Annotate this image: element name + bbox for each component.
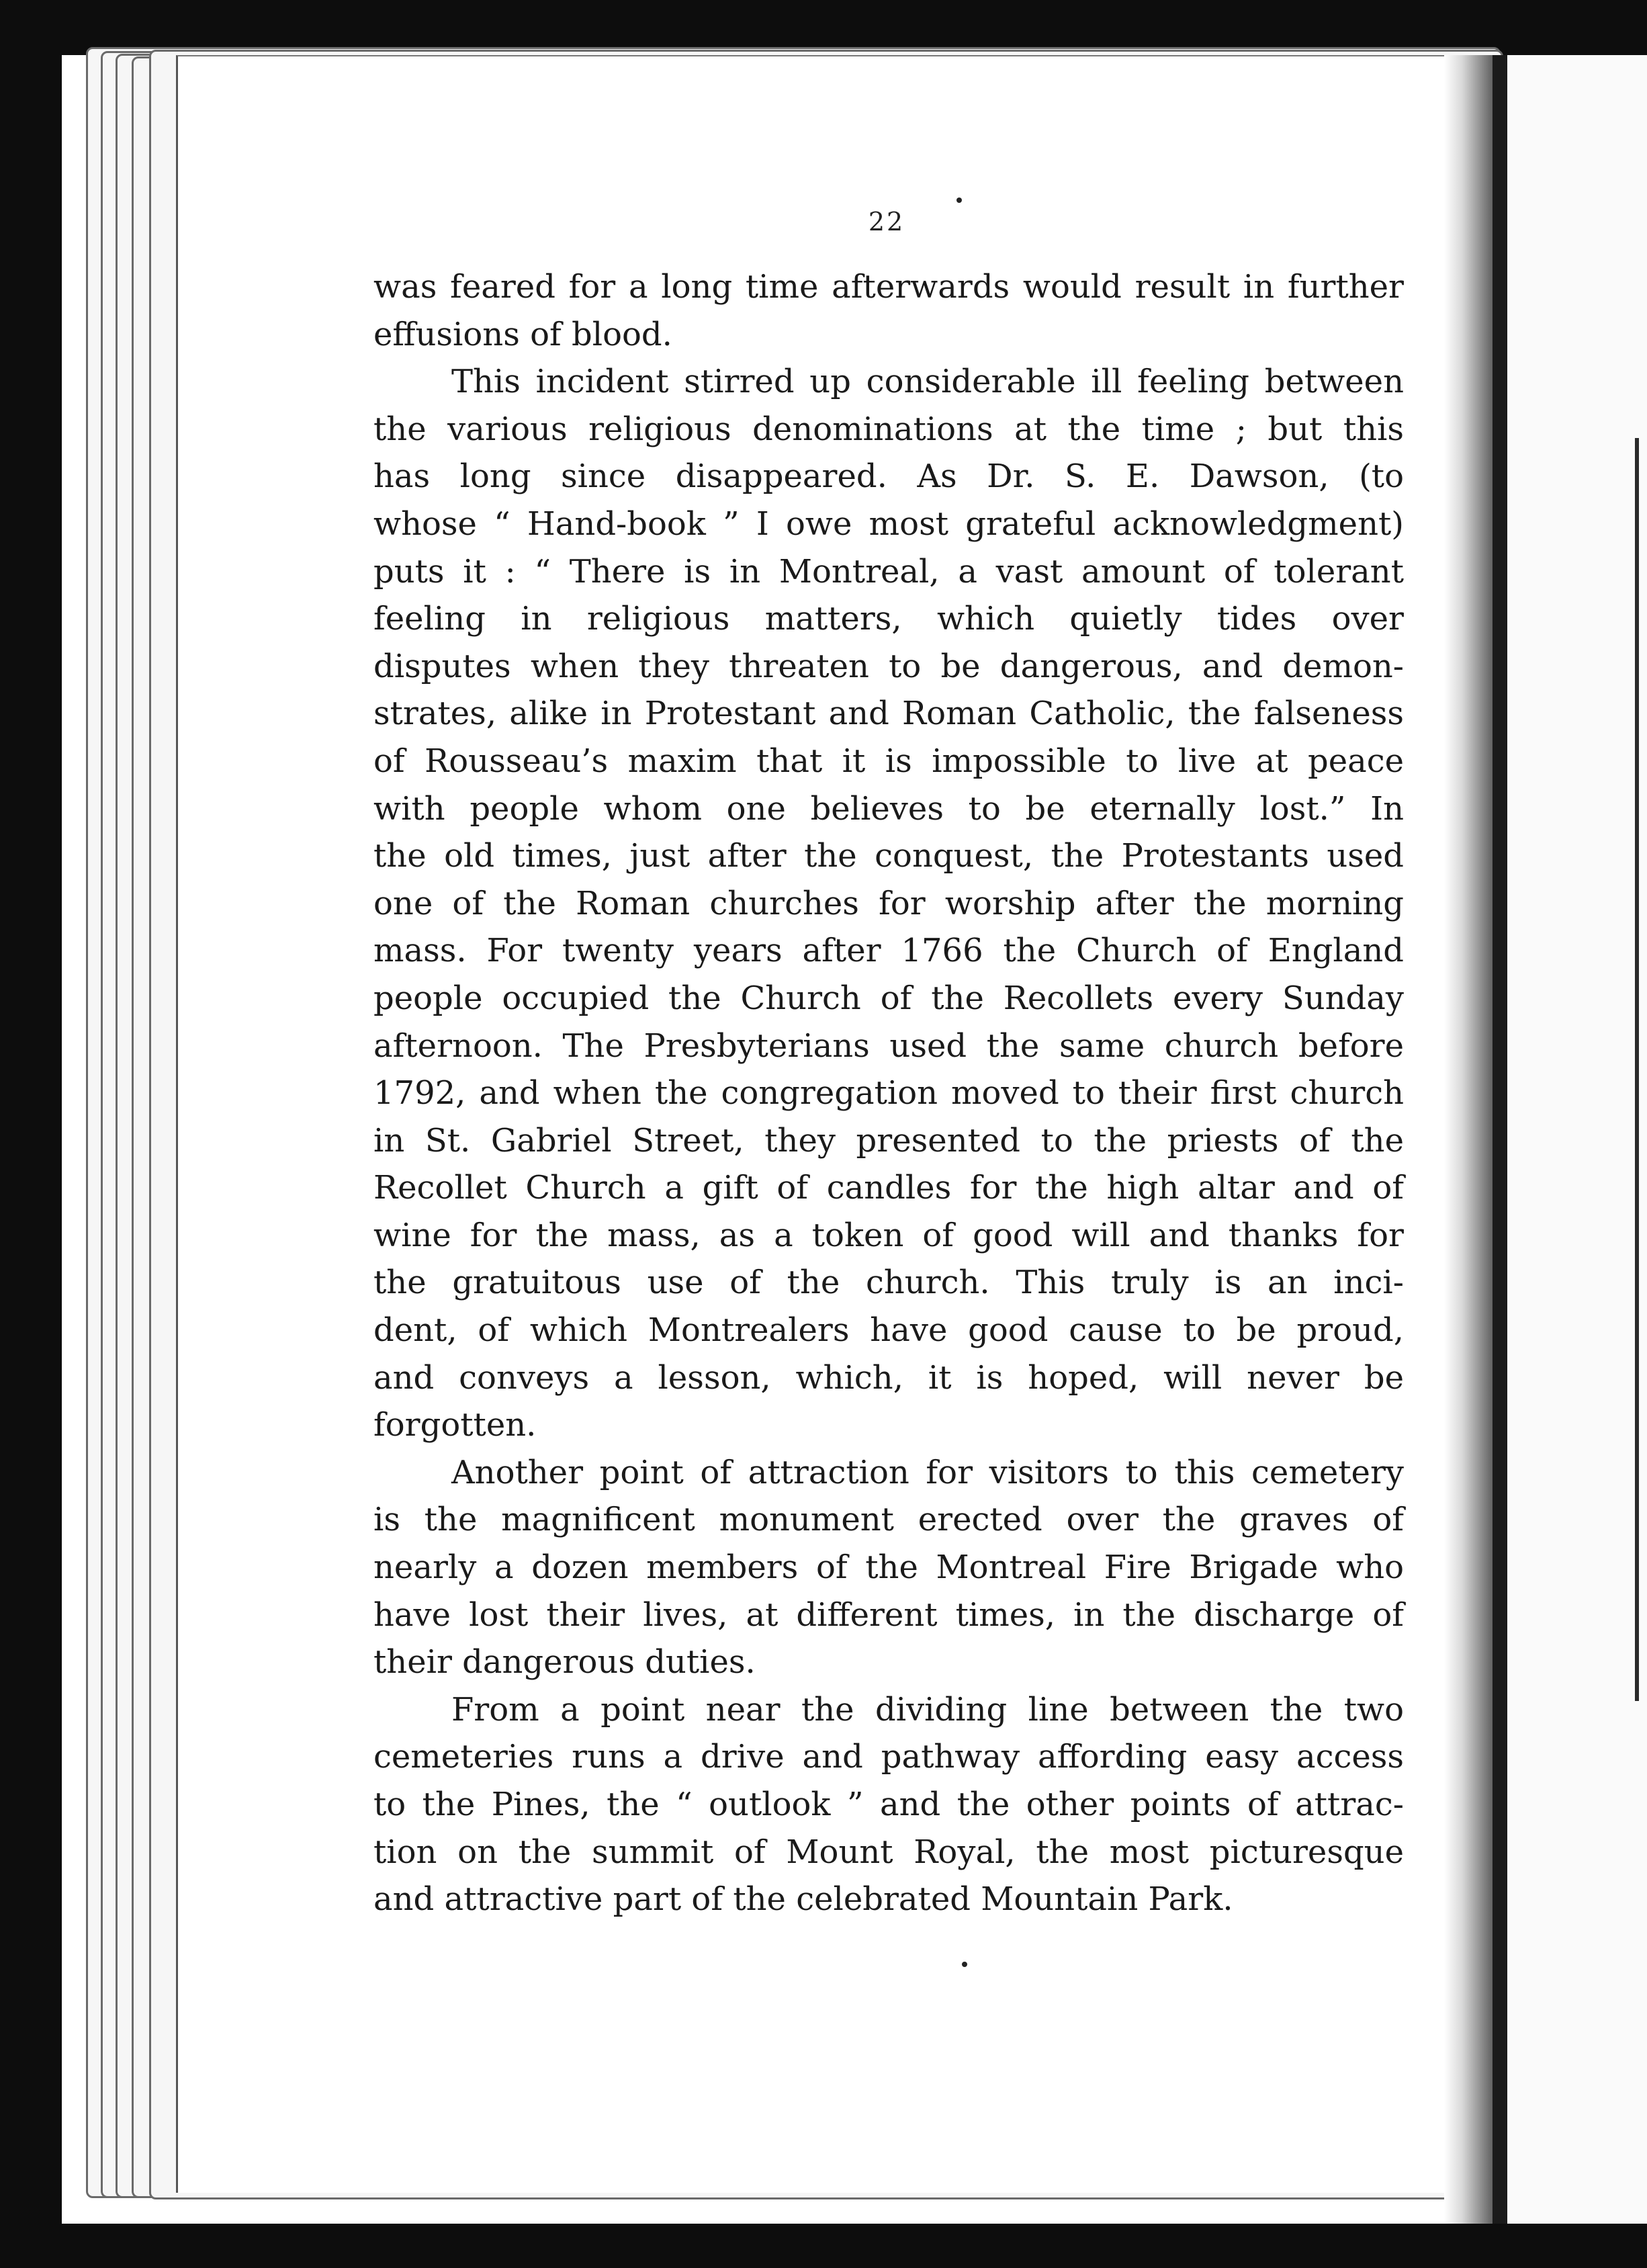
text-line: dent, of which Montrealers have good cause to be proud, bbox=[373, 1311, 1404, 1350]
text-line: and conveys a lesson, which, it is hoped, will never be bbox=[373, 1358, 1404, 1397]
text-line: their dangerous duties. bbox=[373, 1643, 756, 1682]
facing-page-border-line bbox=[1635, 438, 1639, 1701]
text-line: to the Pines, the “ outlook ” and the other points of attrac- bbox=[373, 1786, 1404, 1823]
text-line: strates, alike in Protestant and Roman Catholic, the falseness bbox=[373, 695, 1404, 733]
text-line: was feared for a long time afterwards would result in further bbox=[373, 268, 1404, 306]
speck bbox=[956, 198, 962, 203]
text-line: mass. For twenty years after 1766 the Church of England bbox=[373, 932, 1404, 970]
book-gutter-fold bbox=[1493, 55, 1507, 2224]
text-line: tion on the summit of Mount Royal, the most picturesque bbox=[373, 1833, 1404, 1871]
facing-page-edge bbox=[1507, 55, 1647, 2224]
text-line: have lost their lives, at different times, in the discharge of bbox=[373, 1596, 1404, 1634]
text-line: the various religious denominations at the time ; but this bbox=[373, 410, 1404, 448]
text-line: feeling in religious matters, which quietly tides over bbox=[373, 600, 1404, 638]
text-line: effusions of blood. bbox=[373, 315, 672, 353]
text-line: one of the Roman churches for worship after the morning bbox=[373, 884, 1404, 922]
text-line: in St. Gabriel Street, they presented to the priests of the bbox=[373, 1121, 1404, 1160]
speck bbox=[962, 1962, 967, 1967]
paragraph bbox=[373, 358, 1404, 1449]
text-line: This incident stirred up considerable ill feeling between bbox=[451, 363, 1404, 401]
paragraph bbox=[373, 1449, 1404, 1686]
scanner-border-left bbox=[0, 0, 62, 2268]
text-line: and attractive part of the celebrated Mountain Park. bbox=[373, 1880, 1233, 1919]
text-line: afternoon. The Presbyterians used the same church before bbox=[373, 1027, 1404, 1065]
text-line: is the magnificent monument erected over the graves of bbox=[373, 1501, 1404, 1539]
text-line: cemeteries runs a drive and pathway affording easy access bbox=[373, 1738, 1404, 1776]
text-line: From a point near the dividing line between the two bbox=[451, 1690, 1404, 1729]
text-line: people occupied the Church of the Recollets every Sunday bbox=[373, 979, 1404, 1017]
text-line: has long since disappeared. As Dr. S. E. Dawson, (to bbox=[373, 457, 1404, 496]
text-line: the old times, just after the conquest, the Protestants used bbox=[373, 837, 1404, 875]
text-line: Recollet Church a gift of candles for the high altar and of bbox=[373, 1169, 1404, 1207]
paragraph bbox=[373, 1686, 1404, 1923]
text-line: whose “ Hand-book ” I owe most grateful acknowledgment) bbox=[373, 505, 1404, 543]
text-line: forgotten. bbox=[373, 1406, 537, 1444]
page-number: 22 bbox=[868, 207, 905, 236]
text-line: with people whom one believes to be eternally lost.” In bbox=[373, 789, 1404, 828]
paragraph bbox=[373, 263, 1404, 358]
text-line: puts it : “ There is in Montreal, a vast amount of tolerant bbox=[373, 552, 1404, 591]
body-text bbox=[373, 263, 1404, 1923]
text-line: 1792, and when the congregation moved to their first church bbox=[373, 1074, 1404, 1113]
text-line: wine for the mass, as a token of good will and thanks for bbox=[373, 1216, 1404, 1254]
text-line: disputes when they threaten to be dangerous, and demon- bbox=[373, 647, 1404, 685]
scanner-border-bottom bbox=[0, 2224, 1647, 2268]
text-line: the gratuitous use of the church. This truly is an inci- bbox=[373, 1264, 1404, 1302]
text-line: of Rousseau’s maxim that it is impossible to live at peace bbox=[373, 742, 1404, 780]
text-line: Another point of attraction for visitors to this cemetery bbox=[451, 1453, 1404, 1491]
text-line: nearly a dozen members of the Montreal Fire Brigade who bbox=[373, 1549, 1404, 1587]
